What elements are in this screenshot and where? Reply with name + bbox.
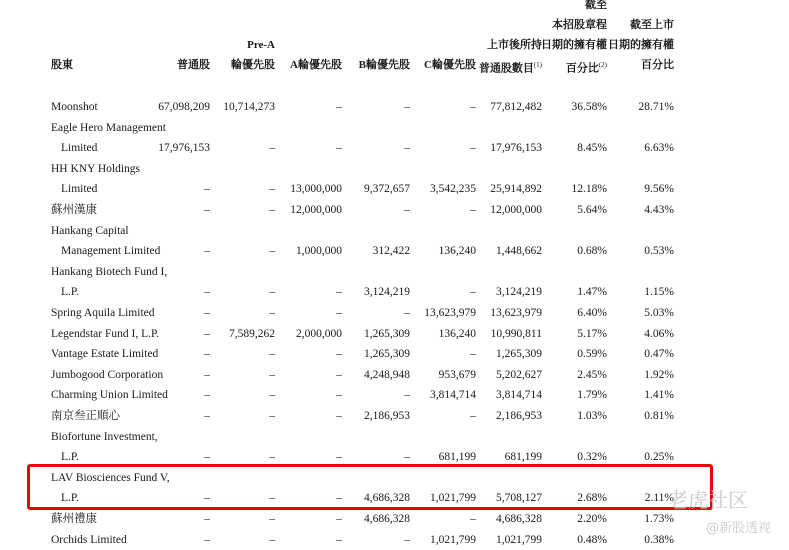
cell-ordinary: –: [204, 492, 210, 505]
cell-pre-a: –: [269, 142, 275, 155]
shareholder-name: 蘇州漢康: [51, 204, 97, 216]
table-row: [0, 365, 789, 385]
cell-pre-a: –: [269, 348, 275, 361]
cell-pre-a: –: [269, 183, 275, 196]
table-row: [0, 97, 789, 117]
cell-post: 17,976,153: [490, 142, 542, 155]
cell-pct2: 0.38%: [644, 533, 674, 546]
header-ordinary: 普通股: [177, 59, 210, 71]
table-row: [0, 385, 789, 405]
header-pct-cutoff-line1: 截至: [585, 0, 607, 11]
cell-pct1: 1.03%: [577, 410, 607, 422]
shareholder-name: Legendstar Fund I, L.P.: [51, 327, 159, 340]
shareholder-name: Eagle Hero Management: [51, 121, 166, 134]
cell-c: –: [470, 513, 476, 525]
cell-a: –: [336, 389, 342, 402]
cell-post: 1,448,662: [496, 245, 542, 258]
cell-pct1: 2.45%: [577, 368, 607, 381]
cell-b: 2,186,953: [364, 410, 410, 422]
cell-pct2: 0.53%: [644, 245, 674, 258]
cell-a: 2,000,000: [296, 327, 342, 340]
cell-pct2: 4.06%: [644, 327, 674, 340]
cell-c: 13,623,979: [424, 307, 476, 319]
shareholder-name: Vantage Estate Limited: [51, 348, 159, 361]
cell-pct1: 2.68%: [577, 492, 607, 505]
cell-a: 1,000,000: [296, 245, 342, 258]
cell-pre-a: –: [269, 492, 275, 505]
cell-pct2: 1.15%: [644, 286, 674, 299]
header-series-a: A輪優先股: [290, 59, 342, 71]
shareholder-name: LAV Biosciences Fund V,: [51, 471, 170, 484]
shareholder-name: 南京叁正順心: [51, 410, 120, 422]
table-row: [0, 406, 789, 426]
shareholder-name: L.P.: [61, 451, 79, 464]
header-pct-cutoff-line4: 百分比$^{(2)}$: [565, 61, 607, 75]
cell-pct1: 1.79%: [577, 389, 607, 402]
cell-a: 12,000,000: [290, 204, 342, 216]
cell-b: 9,372,657: [364, 183, 410, 196]
cell-pct2: 6.63%: [644, 142, 674, 155]
cell-pct1: 0.68%: [577, 245, 607, 258]
cell-c: –: [470, 348, 476, 361]
cell-b: 312,422: [372, 245, 410, 258]
cell-b: –: [404, 451, 410, 464]
header-pct-listing-line1: 截至上市: [630, 19, 674, 31]
cell-a: –: [336, 286, 342, 299]
shareholder-name: Spring Aquila Limited: [51, 307, 155, 319]
cell-post: 1,021,799: [496, 533, 542, 546]
watermark-logo-text: 老虎社区: [668, 488, 748, 512]
cell-pre-a: –: [269, 410, 275, 422]
cell-post: 5,202,627: [496, 368, 542, 381]
cell-pct1: 6.40%: [577, 307, 607, 319]
shareholder-name: Charming Union Limited: [51, 389, 168, 402]
cell-b: 1,265,309: [364, 327, 410, 340]
cell-a: –: [336, 410, 342, 422]
table-row: [0, 324, 789, 344]
cell-pct1: 5.17%: [577, 327, 607, 340]
cell-post: 1,265,309: [496, 348, 542, 361]
cell-ordinary: –: [204, 513, 210, 525]
cell-pct2: 28.71%: [638, 101, 674, 113]
header-pct-cutoff-line3: 日期的擁有權: [541, 39, 607, 51]
cell-pct2: 5.03%: [644, 307, 674, 319]
cell-b: –: [404, 101, 410, 113]
cell-c: 136,240: [438, 245, 476, 258]
cell-post: 10,990,811: [490, 327, 542, 340]
cell-b: –: [404, 533, 410, 546]
cell-pct2: 9.56%: [644, 183, 674, 196]
table-row: [0, 221, 789, 241]
shareholder-name: Management Limited: [61, 245, 161, 258]
cell-b: 3,124,219: [364, 286, 410, 299]
shareholder-name: HH KNY Holdings: [51, 162, 141, 175]
cell-ordinary: –: [204, 307, 210, 319]
header-pre-a-line1: Pre-A: [247, 39, 275, 51]
shareholder-name: Orchids Limited: [51, 533, 127, 546]
cell-ordinary: –: [204, 204, 210, 216]
header-series-b: B輪優先股: [358, 59, 410, 71]
table-row: [0, 159, 789, 179]
cell-a: –: [336, 348, 342, 361]
cell-b: –: [404, 307, 410, 319]
cell-ordinary: –: [204, 183, 210, 196]
header-pct-listing-line3: 百分比: [641, 59, 674, 71]
cell-post: 12,000,000: [490, 204, 542, 216]
cell-pct1: 8.45%: [577, 142, 607, 155]
cell-a: –: [336, 307, 342, 319]
cell-post: 4,686,328: [496, 513, 542, 525]
cell-pct1: 0.48%: [577, 533, 607, 546]
header-shareholder: 股東: [51, 59, 73, 71]
table-row: [0, 118, 789, 138]
cell-a: –: [336, 451, 342, 464]
shareholder-name: L.P.: [61, 286, 79, 299]
cell-pct1: 0.32%: [577, 451, 607, 464]
shareholder-name: Hankang Biotech Fund I,: [51, 265, 168, 278]
cell-a: –: [336, 142, 342, 155]
cell-ordinary: –: [204, 368, 210, 381]
cell-b: –: [404, 142, 410, 155]
cell-ordinary: –: [204, 451, 210, 464]
table-row: [0, 200, 789, 220]
header-post-listing-line1: 上市後所持: [487, 39, 542, 51]
watermark-handle: @新股透视: [706, 521, 772, 536]
shareholder-name: Limited: [61, 142, 98, 155]
cell-ordinary: –: [204, 245, 210, 258]
cell-pct2: 4.43%: [644, 204, 674, 216]
cell-c: –: [470, 204, 476, 216]
cell-ordinary: 17,976,153: [158, 142, 210, 155]
table-row: [0, 282, 789, 302]
cell-b: 4,686,328: [364, 492, 410, 505]
shareholder-name: Moonshot: [51, 101, 98, 113]
cell-post: 5,708,127: [496, 492, 542, 505]
highlight-box: [27, 464, 713, 510]
table-row: [0, 262, 789, 282]
cell-pre-a: 10,714,273: [223, 101, 275, 113]
cell-post: 13,623,979: [490, 307, 542, 319]
shareholder-name: Hankang Capital: [51, 224, 129, 237]
footnote-2: (2): [598, 61, 607, 69]
cell-post: 77,812,482: [490, 101, 542, 113]
table-row: [0, 344, 789, 364]
header-pct-cutoff-line2: 本招股章程: [552, 19, 607, 31]
cell-pre-a: –: [269, 245, 275, 258]
cell-pct2: 0.47%: [644, 348, 674, 361]
cell-b: 4,248,948: [364, 368, 410, 381]
cell-c: –: [470, 286, 476, 299]
cell-pre-a: –: [269, 533, 275, 546]
cell-c: 1,021,799: [430, 492, 476, 505]
cell-pct2: 0.81%: [644, 410, 674, 422]
cell-c: 3,814,714: [430, 389, 476, 402]
shareholder-name: L.P.: [61, 492, 79, 505]
cell-pre-a: 7,589,262: [229, 327, 275, 340]
cell-b: 1,265,309: [364, 348, 410, 361]
cell-c: –: [470, 142, 476, 155]
table-row: [0, 241, 789, 261]
cell-pct2: 1.41%: [644, 389, 674, 402]
cell-a: –: [336, 492, 342, 505]
cell-pre-a: –: [269, 368, 275, 381]
cell-c: –: [470, 410, 476, 422]
cell-pre-a: –: [269, 513, 275, 525]
cell-ordinary: –: [204, 286, 210, 299]
cell-ordinary: 67,098,209: [158, 101, 210, 113]
cell-c: 3,542,235: [430, 183, 476, 196]
cell-post: 681,199: [504, 451, 542, 464]
header-post-listing-line2: 普通股數目$^{(1)}$: [478, 61, 542, 75]
header-pct-listing-line2: 日期的擁有權: [608, 39, 674, 51]
cell-b: –: [404, 389, 410, 402]
header-series-c: C輪優先股: [424, 59, 476, 71]
table-row: [0, 303, 789, 323]
cell-pct1: 12.18%: [571, 183, 607, 196]
cell-a: –: [336, 533, 342, 546]
cell-a: –: [336, 368, 342, 381]
cell-pct1: 5.64%: [577, 204, 607, 216]
cell-ordinary: –: [204, 327, 210, 340]
cell-pct2: 2.11%: [644, 492, 674, 505]
shareholder-name: 蘇州禮康: [51, 513, 97, 525]
cell-ordinary: –: [204, 410, 210, 422]
shareholder-name: Jumbogood Corporation: [51, 368, 164, 381]
cell-pct2: 1.92%: [644, 368, 674, 381]
cell-pre-a: –: [269, 389, 275, 402]
cell-b: –: [404, 204, 410, 216]
table-row: [0, 427, 789, 447]
table-row: [0, 138, 789, 158]
cell-pre-a: –: [269, 204, 275, 216]
cell-a: –: [336, 513, 342, 525]
cell-pct1: 36.58%: [571, 101, 607, 113]
cell-pct1: 2.20%: [577, 513, 607, 525]
cell-pct2: 0.25%: [644, 451, 674, 464]
cell-a: 13,000,000: [290, 183, 342, 196]
cell-pct1: 0.59%: [577, 348, 607, 361]
table-row: [0, 530, 789, 550]
cell-b: 4,686,328: [364, 513, 410, 525]
cell-pct2: 1.73%: [644, 513, 674, 525]
cell-post: 2,186,953: [496, 410, 542, 422]
cell-pre-a: –: [269, 307, 275, 319]
cell-c: 1,021,799: [430, 533, 476, 546]
cell-c: –: [470, 101, 476, 113]
cell-pre-a: –: [269, 451, 275, 464]
shareholder-name: Limited: [61, 183, 98, 196]
table-row: [0, 179, 789, 199]
cell-post: 3,814,714: [496, 389, 542, 402]
header-pre-a-line2: 輪優先股: [231, 59, 275, 71]
cell-ordinary: –: [204, 348, 210, 361]
cell-c: 681,199: [438, 451, 476, 464]
cell-c: 953,679: [438, 368, 476, 381]
cell-c: 136,240: [438, 327, 476, 340]
cell-post: 3,124,219: [496, 286, 542, 299]
footnote-1: (1): [533, 61, 542, 69]
cell-pct1: 1.47%: [577, 286, 607, 299]
cell-post: 25,914,892: [490, 183, 542, 196]
shareholder-name: Biofortune Investment,: [51, 430, 158, 443]
cell-ordinary: –: [204, 533, 210, 546]
cell-pre-a: –: [269, 286, 275, 299]
cell-a: –: [336, 101, 342, 113]
cell-ordinary: –: [204, 389, 210, 402]
